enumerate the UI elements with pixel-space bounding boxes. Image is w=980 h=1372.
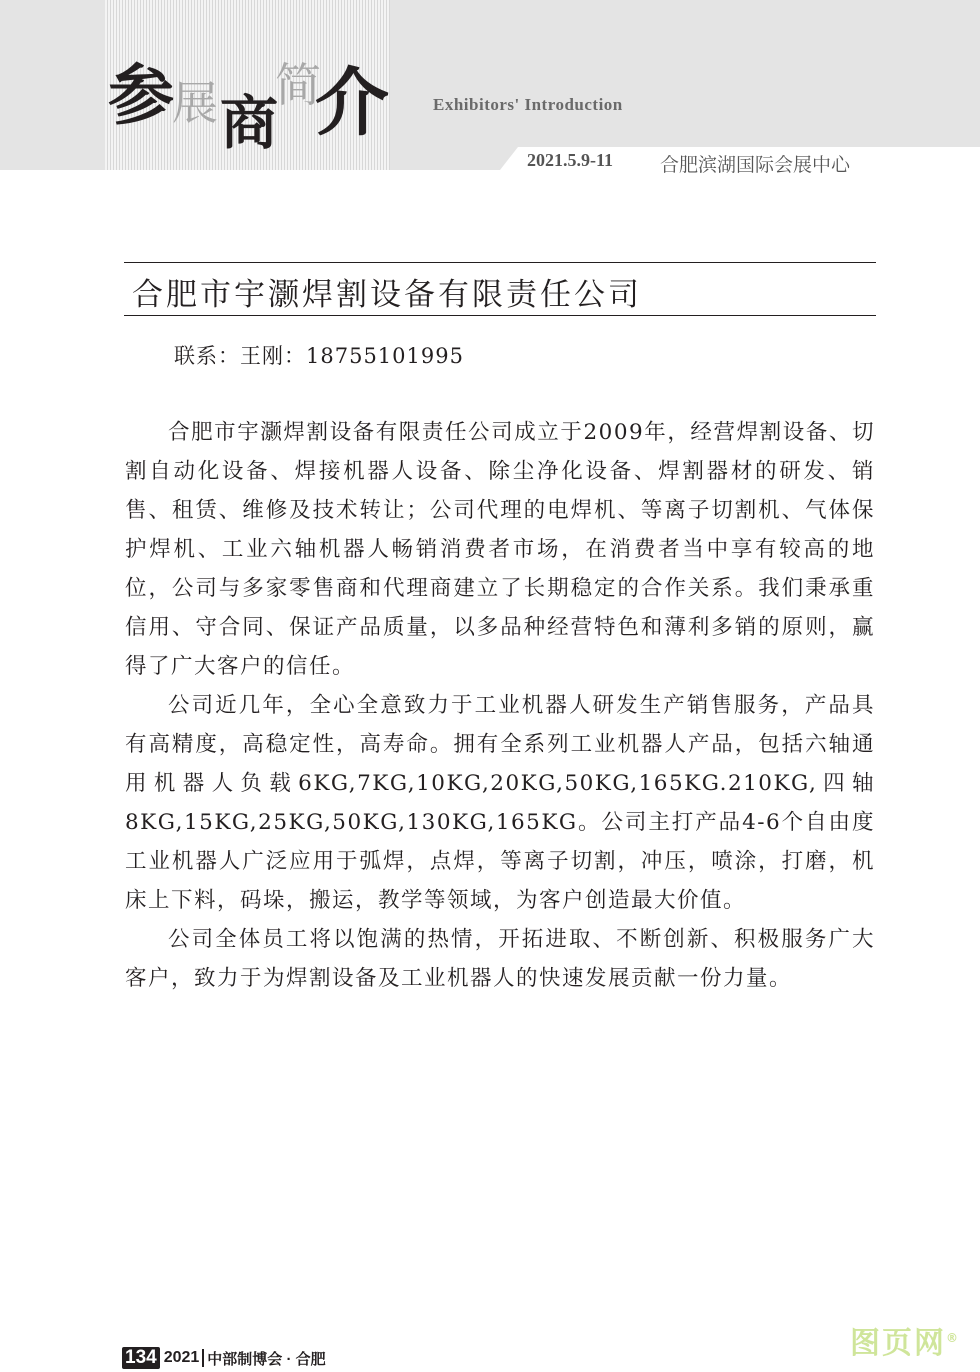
paragraph: 公司全体员工将以饱满的热情，开拓进取、不断创新、积极服务广大客户，致力于为焊割设备及工业机器人的快速发展贡献一份力量。 (125, 927, 875, 991)
registered-mark: ® (946, 1331, 960, 1345)
page-number: 134 (122, 1347, 160, 1369)
contact-info: 联系：王刚：18755101995 (174, 344, 464, 368)
watermark-logo (850, 1318, 960, 1362)
watermark-text: 图页网 (850, 1326, 946, 1361)
section-title-char: 展 (172, 76, 218, 130)
section-title-char: 参 (108, 56, 174, 134)
event-venue: 合肥滨湖国际会展中心 (660, 154, 851, 176)
company-title-box (124, 262, 876, 316)
section-title-char: 商 (220, 89, 279, 157)
section-title-char: 介 (315, 60, 389, 146)
article-body (125, 413, 875, 998)
footer-event: 中部制博会 · 合肥 (207, 1350, 326, 1368)
paragraph: 公司近几年，全心全意致力于工业机器人研发生产销售服务，产品具有高精度，高稳定性，高寿命。拥有全系列工业机器人产品，包括六轴通用机器人负载6KG,7KG,10KG,20KG,50KG,165KG.210KG,四轴8KG,15KG,25KG,50KG,130KG,165KG。公司主打产品4-6个自由度工业机器人广泛应用于弧焊，点焊，等离子切割，冲压，喷涂，打磨，机床上下料，码垛，搬运，教学等领域，为客户创造最大价值。 (125, 693, 875, 913)
footer-divider (202, 1349, 204, 1367)
footer-year: 2021 (163, 1349, 200, 1366)
event-date: 2021.5.9-11 (527, 150, 614, 170)
page-footer (122, 1347, 326, 1369)
english-title: Exhibitors' Introduction (433, 95, 623, 114)
section-title-char: 简 (275, 58, 321, 112)
company-name: 合肥市宇灏焊割设备有限责任公司 (132, 277, 642, 313)
paragraph: 合肥市宇灏焊割设备有限责任公司成立于2009年，经营焊割设备、切割自动化设备、焊接机器人设备、除尘净化设备、焊割器材的研发、销售、租赁、维修及技术转让；公司代理的电焊机、等离子切割机、气体保护焊机、工业六轴机器人畅销消费者市场，在消费者当中享有较高的地位，公司与多家零售商和代理商建立了长期稳定的合作关系。我们秉承重信用、守合同、保证产品质量，以多品种经营特色和薄利多销的原则，赢得了广大客户的信任。 (125, 420, 875, 679)
